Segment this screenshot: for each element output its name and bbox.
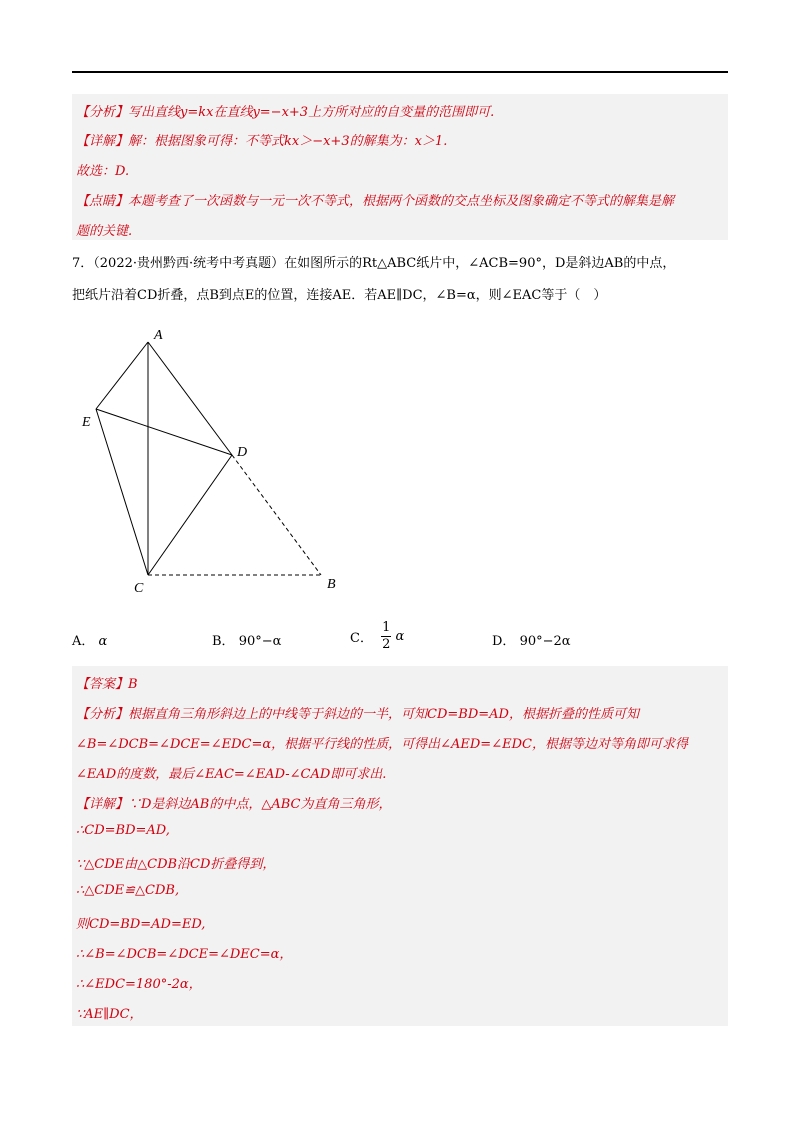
option-b-letter: B． bbox=[212, 634, 235, 649]
detail-line-3: ∵△CDE由△CDB沿CD折叠得到， bbox=[76, 857, 276, 872]
detail-line-5: 则CD=BD=AD=ED, bbox=[76, 917, 206, 932]
comment-line-2: 题的关键. bbox=[76, 224, 133, 239]
option-b-text: 90°−α bbox=[238, 634, 282, 649]
label-D: D bbox=[237, 445, 248, 460]
segment-DC bbox=[148, 455, 232, 575]
header-rule bbox=[72, 71, 728, 73]
label-C: C bbox=[134, 581, 144, 596]
fraction-one-half bbox=[381, 620, 391, 653]
option-d bbox=[492, 630, 571, 649]
option-a bbox=[72, 630, 107, 649]
option-c-letter: C． bbox=[350, 631, 373, 646]
analysis-line-2: ∠B=∠DCB=∠DCE=∠EDC=α，根据平行线的性质，可得出∠AED=∠EDC，根据等边对等角即可求得 bbox=[76, 737, 688, 752]
detail-line-6: ∴∠B=∠DCB=∠DCE=∠DEC=α， bbox=[76, 947, 293, 962]
segment-ED bbox=[96, 409, 232, 455]
option-c bbox=[350, 620, 404, 653]
analysis-line-3: ∠EAD的度数，最后∠EAC=∠EAD-∠CAD即可求出. bbox=[76, 767, 387, 782]
analysis-line: 【分析】写出直线y=kx在直线y=−x+3上方所对应的自变量的范围即可. bbox=[76, 105, 495, 120]
label-E: E bbox=[82, 415, 91, 430]
label-A: A bbox=[154, 328, 163, 343]
option-a-letter: A． bbox=[72, 634, 95, 649]
detail-line: 【详解】解：根据图象可得：不等式kx＞−x+3的解集为：x＞1. bbox=[76, 134, 448, 149]
geometry-figure bbox=[72, 322, 372, 602]
detail-line-1: 【详解】∵D是斜边AB的中点，△ABC为直角三角形， bbox=[76, 797, 392, 812]
detail-line-4: ∴△CDE≌△CDB, bbox=[76, 883, 180, 898]
segment-EC bbox=[96, 409, 148, 575]
detail-line-7: ∴∠EDC=180°-2α， bbox=[76, 977, 202, 992]
segment-DB-dashed bbox=[232, 455, 321, 575]
choice-line: 故选：D. bbox=[76, 164, 130, 179]
solution-box-q6 bbox=[72, 94, 728, 240]
fraction-numerator: 1 bbox=[382, 620, 391, 635]
option-c-text: α bbox=[395, 629, 405, 644]
option-b bbox=[212, 630, 281, 649]
option-a-text: α bbox=[98, 634, 108, 649]
question-7-line-1: 7．（2022·贵州黔西·统考中考真题）在如图所示的Rt△ABC纸片中，∠ACB=90°，D是斜边AB的中点， bbox=[72, 256, 676, 271]
detail-line-2: ∴CD=BD=AD, bbox=[76, 823, 170, 838]
solution-box-q7 bbox=[72, 666, 728, 1026]
answer-line: 【答案】B bbox=[76, 677, 138, 692]
segment-AD bbox=[148, 342, 232, 455]
analysis-line-1: 【分析】根据直角三角形斜边上的中线等于斜边的一半，可知CD=BD=AD，根据折叠的性质可知 bbox=[76, 707, 639, 722]
option-d-text: 90°−2α bbox=[519, 634, 571, 649]
label-B: B bbox=[327, 577, 336, 592]
question-7-line-2: 把纸片沿着CD折叠，点B到点E的位置，连接AE．若AE∥DC，∠B=α，则∠EAC等于（ ） bbox=[72, 288, 607, 303]
segment-AE bbox=[96, 342, 148, 409]
fraction-denominator: 2 bbox=[382, 637, 391, 652]
option-d-letter: D． bbox=[492, 634, 516, 649]
detail-line-8: ∵AE∥DC， bbox=[76, 1007, 143, 1022]
comment-line-1: 【点睛】本题考查了一次函数与一元一次不等式，根据两个函数的交点坐标及图象确定不等式的解集是解 bbox=[76, 194, 675, 209]
